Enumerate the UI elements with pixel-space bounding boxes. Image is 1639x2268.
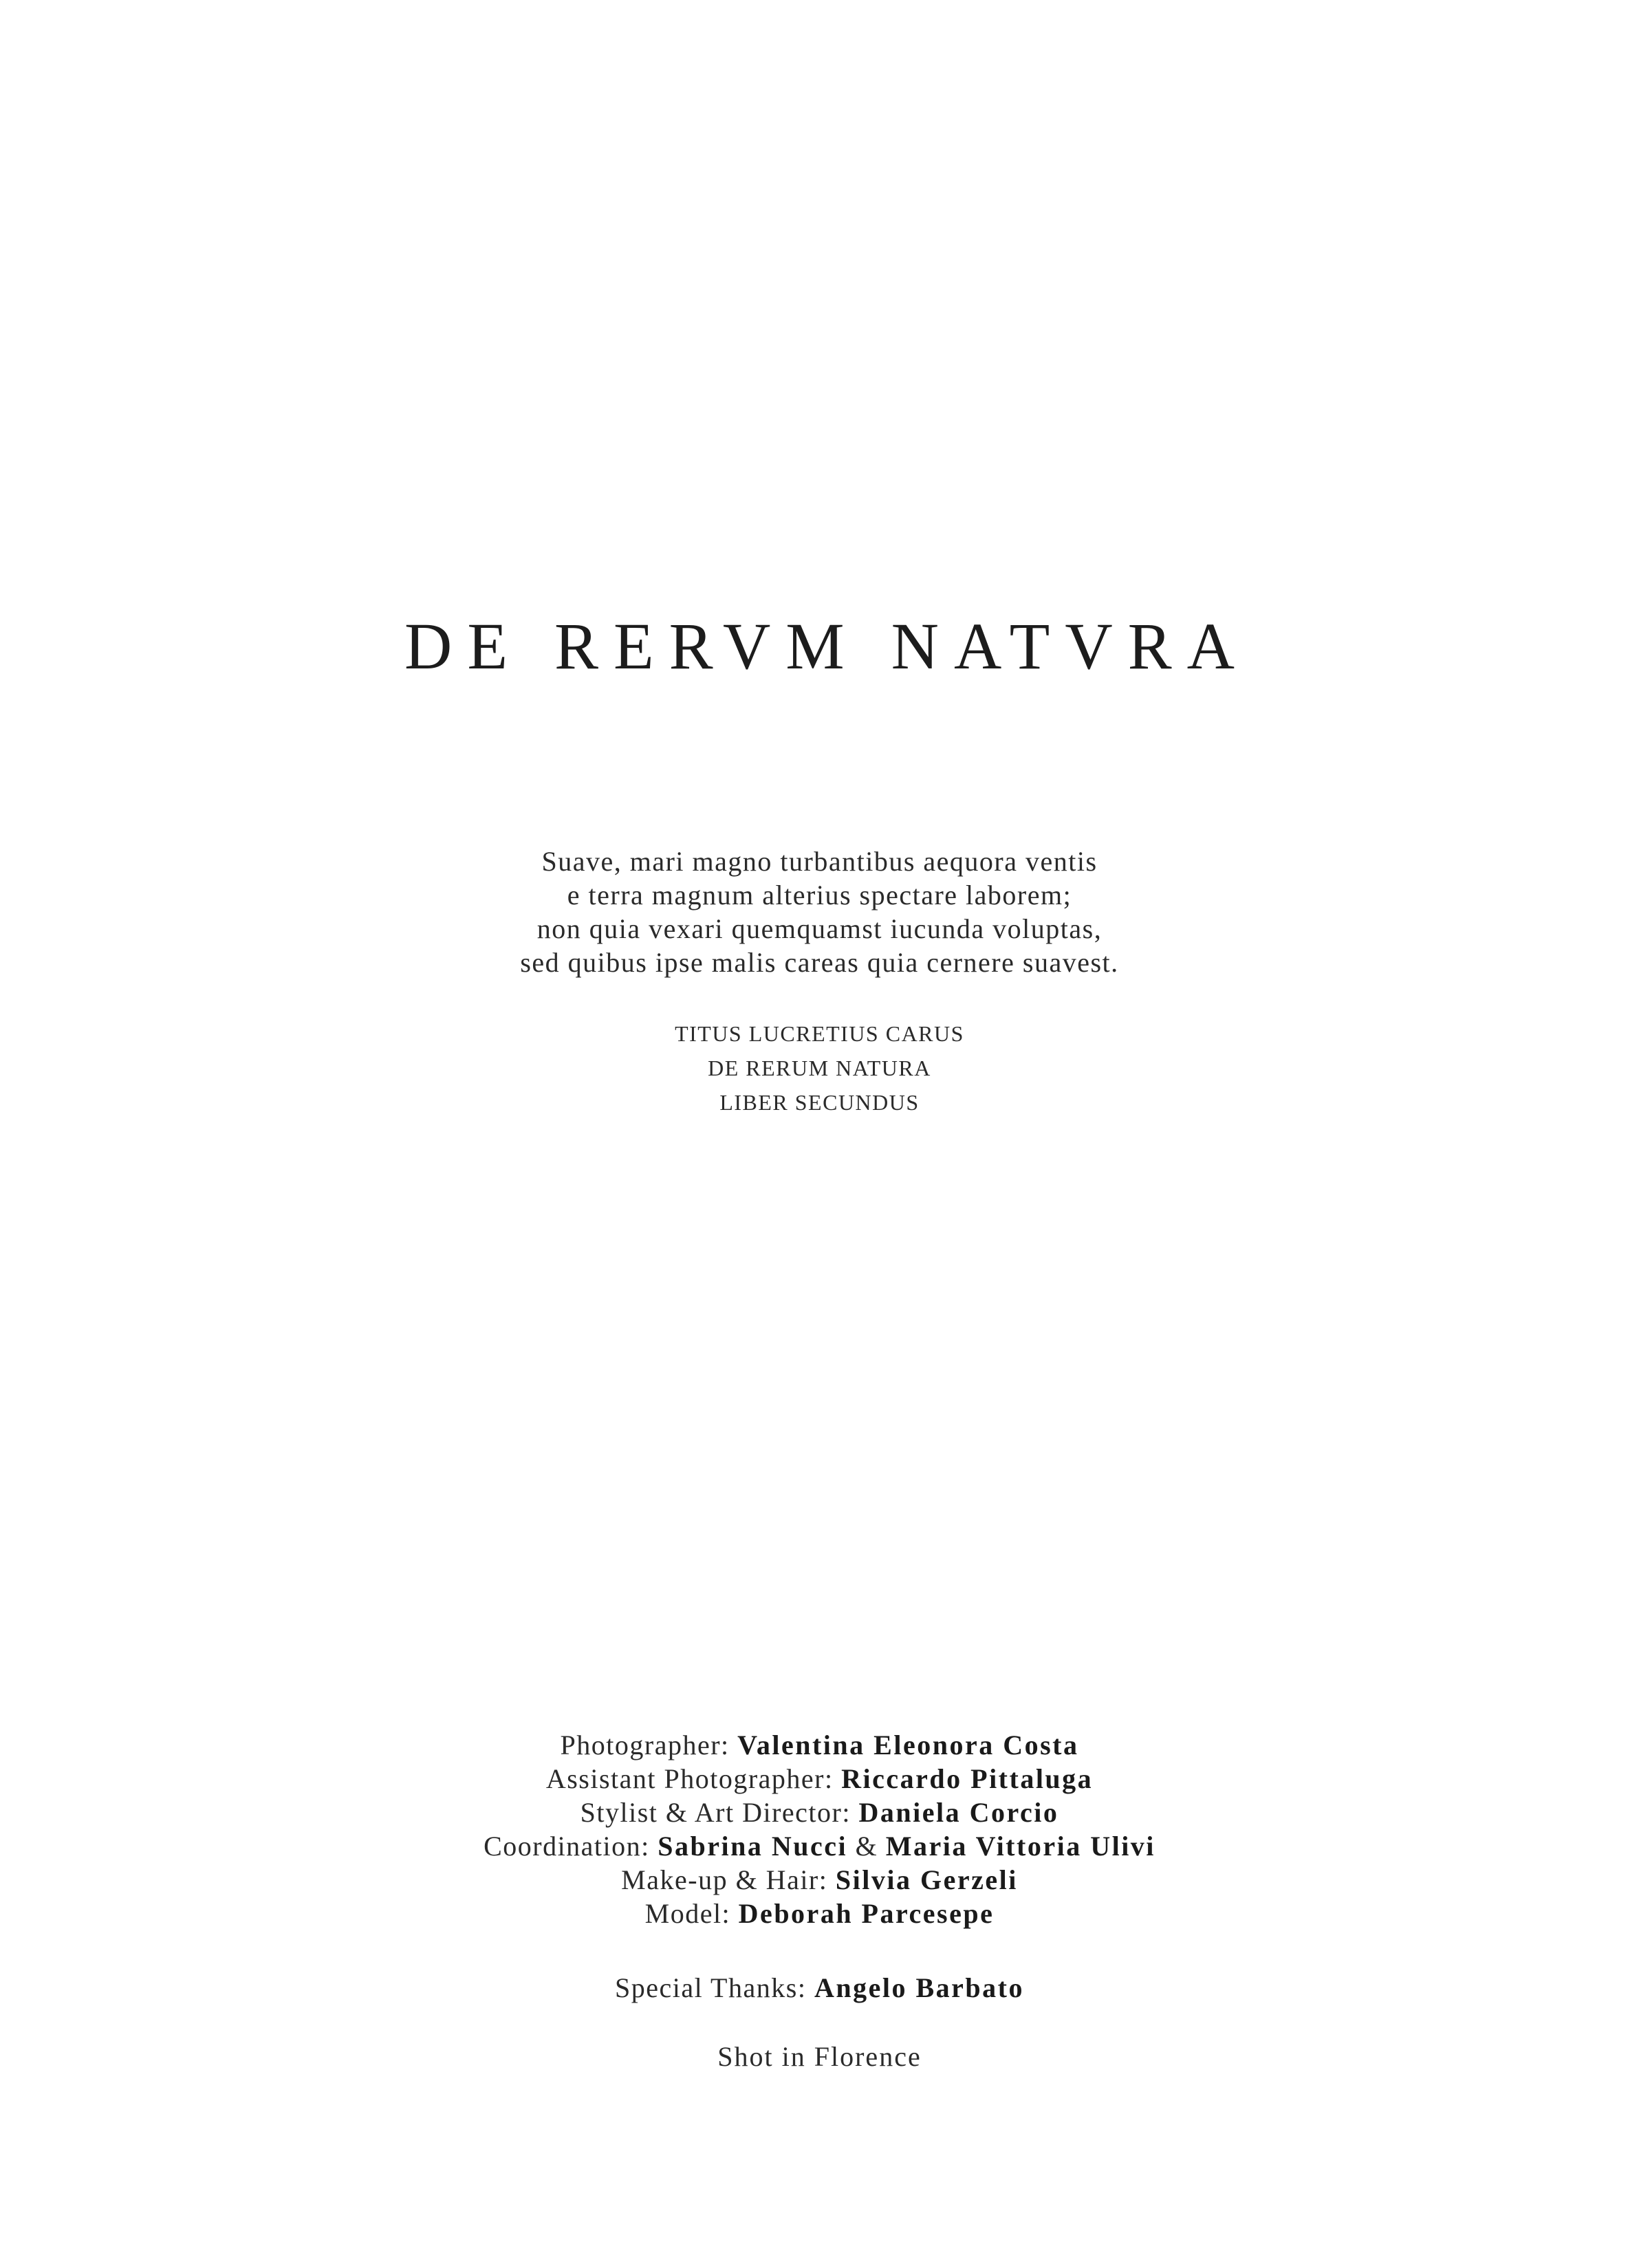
poem-line: e terra magnum alterius spectare laborem; bbox=[567, 880, 1072, 911]
credit-name: Sabrina Nucci bbox=[658, 1831, 848, 1862]
credit-name: Silvia Gerzeli bbox=[835, 1864, 1018, 1895]
credit-name: Riccardo Pittaluga bbox=[841, 1763, 1094, 1794]
credit-role: Make-up & Hair: bbox=[621, 1864, 836, 1895]
credit-role: Model: bbox=[644, 1898, 739, 1929]
page-title: DE RERVM NATVRA bbox=[404, 609, 1250, 683]
credits-block bbox=[0, 1728, 1639, 1930]
credit-row bbox=[0, 1829, 1639, 1863]
credit-joiner: & bbox=[847, 1831, 886, 1862]
thanks-name: Angelo Barbato bbox=[814, 1972, 1024, 2003]
credit-row bbox=[0, 1897, 1639, 1930]
poem-block bbox=[0, 844, 1639, 979]
credit-role: Coordination: bbox=[484, 1831, 658, 1862]
thanks-role: Special Thanks: bbox=[615, 1972, 814, 2003]
poem-line: sed quibus ipse malis careas quia cernere suavest. bbox=[520, 947, 1119, 978]
credit-row bbox=[0, 1762, 1639, 1796]
special-thanks bbox=[0, 1971, 1639, 2005]
attribution-author: TITUS LUCRETIUS CARUS bbox=[675, 1021, 964, 1046]
credit-name: Deborah Parcesepe bbox=[738, 1898, 995, 1929]
poem-line: Suave, mari magno turbantibus aequora ventis bbox=[541, 846, 1098, 877]
credit-name: Maria Vittoria Ulivi bbox=[885, 1831, 1155, 1862]
poem-line: non quia vexari quemquamst iucunda voluptas, bbox=[536, 913, 1103, 944]
credit-row bbox=[0, 1863, 1639, 1897]
attribution-block bbox=[0, 1016, 1639, 1120]
credit-name: Valentina Eleonora Costa bbox=[737, 1730, 1079, 1760]
credit-role: Photographer: bbox=[560, 1730, 738, 1760]
attribution-work: DE RERUM NATURA bbox=[708, 1056, 931, 1080]
credit-role: Stylist & Art Director: bbox=[580, 1797, 859, 1828]
shoot-location: Shot in Florence bbox=[717, 2041, 922, 2072]
credit-row bbox=[0, 1728, 1639, 1762]
credit-name: Daniela Corcio bbox=[858, 1797, 1059, 1828]
credit-role: Assistant Photographer: bbox=[545, 1763, 842, 1794]
credit-row bbox=[0, 1796, 1639, 1829]
attribution-book: LIBER SECUNDUS bbox=[719, 1090, 920, 1115]
